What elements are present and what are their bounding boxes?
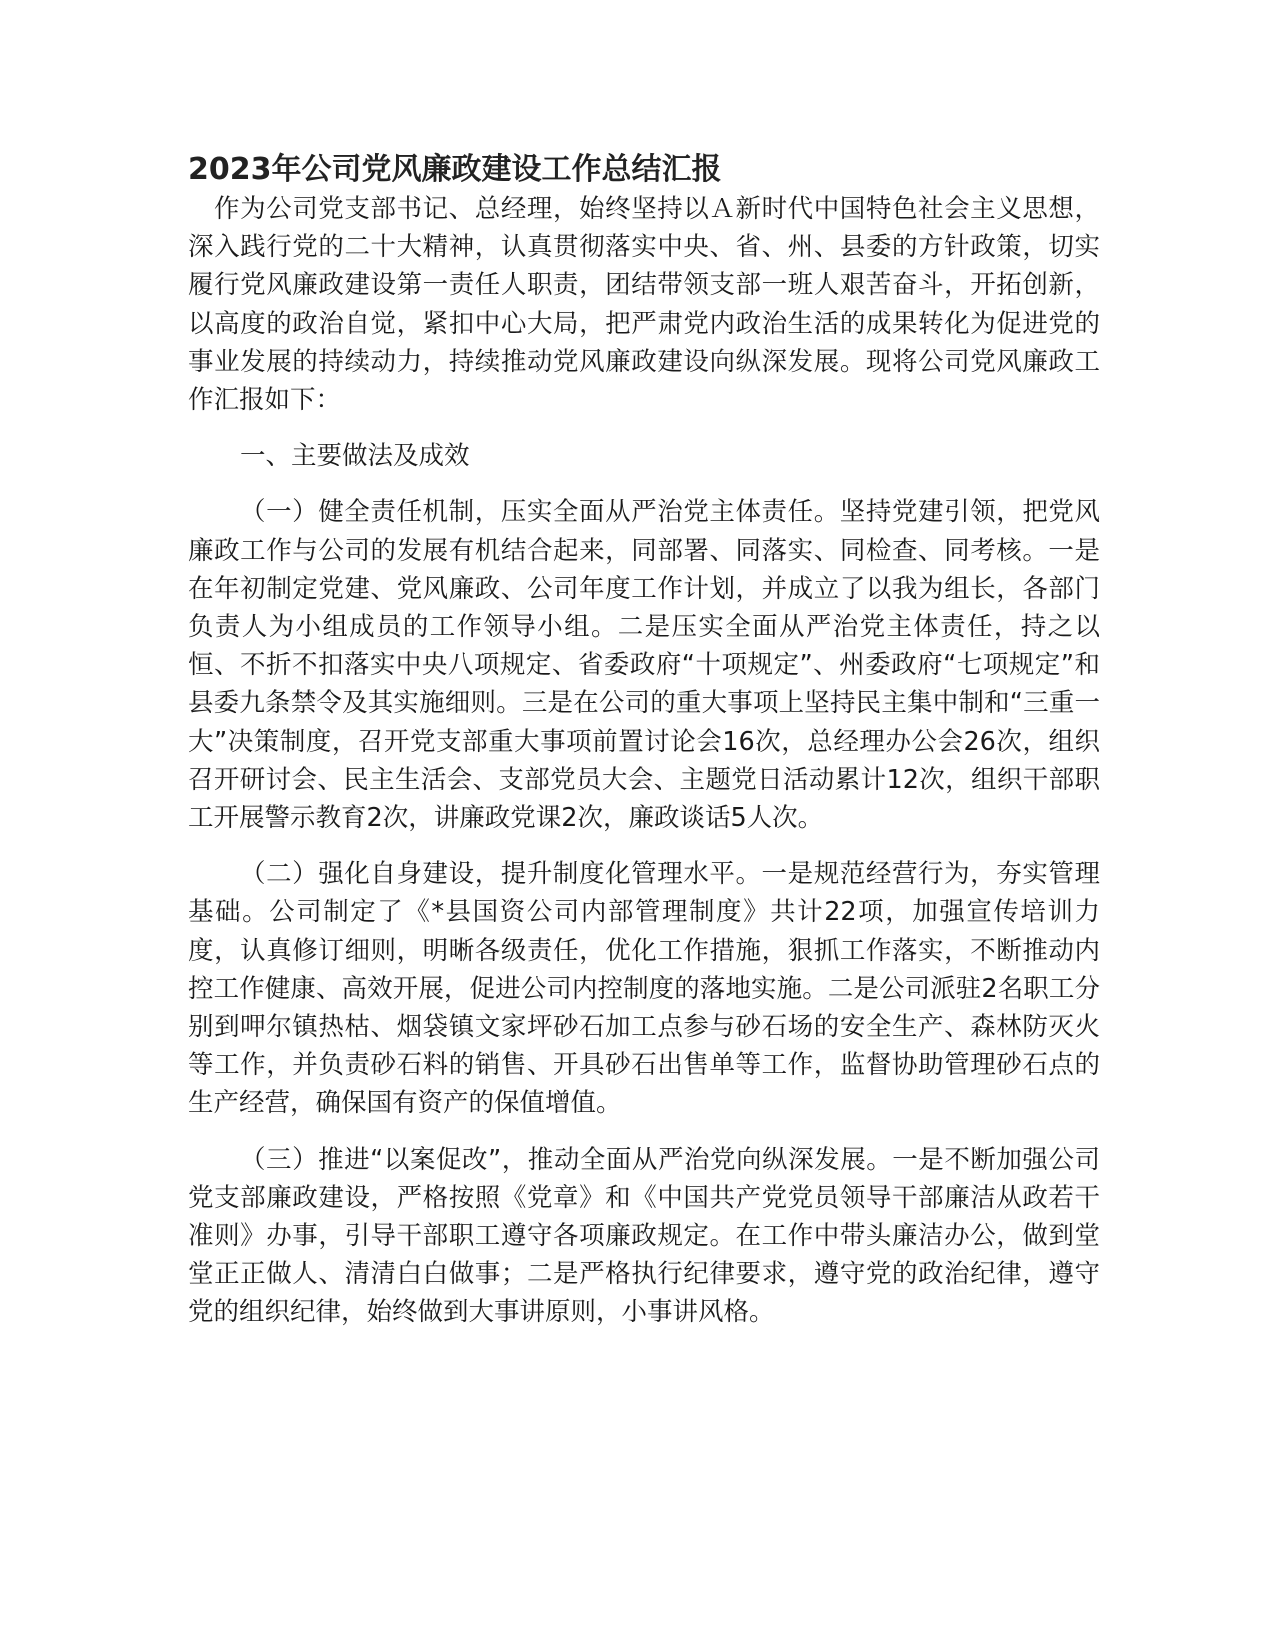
paragraph-3: （三）推进“以案促改”，推动全面从严治党向纵深发展。一是不断加强公司党支部廉政建设，严格按照《党章》和《中国共产党党员领导干部廉洁从政若干准则》办事，引导干部职工遵守各项廉政规定。在工作中带头廉洁办公，做到堂堂正正做人、清清白白做事；二是严格执行纪律要求，遵守党的政治纪律，遵守党的组织纪律，始终做到大事讲原则，小事讲风格。 (188, 1144, 1100, 1328)
document-page (188, 150, 1100, 1332)
document-title: 2023年公司党风廉政建设工作总结汇报 (188, 152, 722, 187)
section-heading-1: 一、主要做法及成效 (240, 441, 470, 472)
intro-paragraph: 作为公司党支部书记、总经理，始终坚持以Ａ新时代中国特色社会主义思想，深入践行党的二十大精神，认真贯彻落实中央、省、州、县委的方针政策，切实履行党风廉政建设第一责任人职责，团结带领支部一班人艰苦奋斗，开拓创新，以高度的政治自觉，紧扣中心大局，把严肃党内政治生活的成果转化为促进党的事业发展的持续动力，持续推动党风廉政建设向纵深发展。现将公司党风廉政工作汇报如下： (188, 194, 1100, 416)
paragraph-2: （二）强化自身建设，提升制度化管理水平。一是规范经营行为，夯实管理基础。公司制定了《*县国资公司内部管理制度》共计22项，加强宣传培训力度，认真修订细则，明晰各级责任，优化工作措施，狠抓工作落实，不断推动内控工作健康、高效开展，促进公司内控制度的落地实施。二是公司派驻2名职工分别到呷尔镇热枯、烟袋镇文家坪砂石加工点参与砂石场的安全生产、森林防灭火等工作，并负责砂石料的销售、开具砂石出售单等工作，监督协助管理砂石点的生产经营，确保国有资产的保值增值。 (188, 859, 1100, 1119)
paragraph-1: （一）健全责任机制，压实全面从严治党主体责任。坚持党建引领，把党风廉政工作与公司的发展有机结合起来，同部署、同落实、同检查、同考核。一是在年初制定党建、党风廉政、公司年度工作计划，并成立了以我为组长，各部门负责人为小组成员的工作领导小组。二是压实全面从严治党主体责任，持之以恒、不折不扣落实中央八项规定、省委政府“十项规定”、州委政府“七项规定”和县委九条禁令及其实施细则。三是在公司的重大事项上坚持民主集中制和“三重一大”决策制度，召开党支部重大事项前置讨论会16次，总经理办公会26次，组织召开研讨会、民主生活会、支部党员大会、主题党日活动累计12次，组织干部职工开展警示教育2次，讲廉政党课2次，廉政谈话5人次。 (188, 497, 1100, 834)
